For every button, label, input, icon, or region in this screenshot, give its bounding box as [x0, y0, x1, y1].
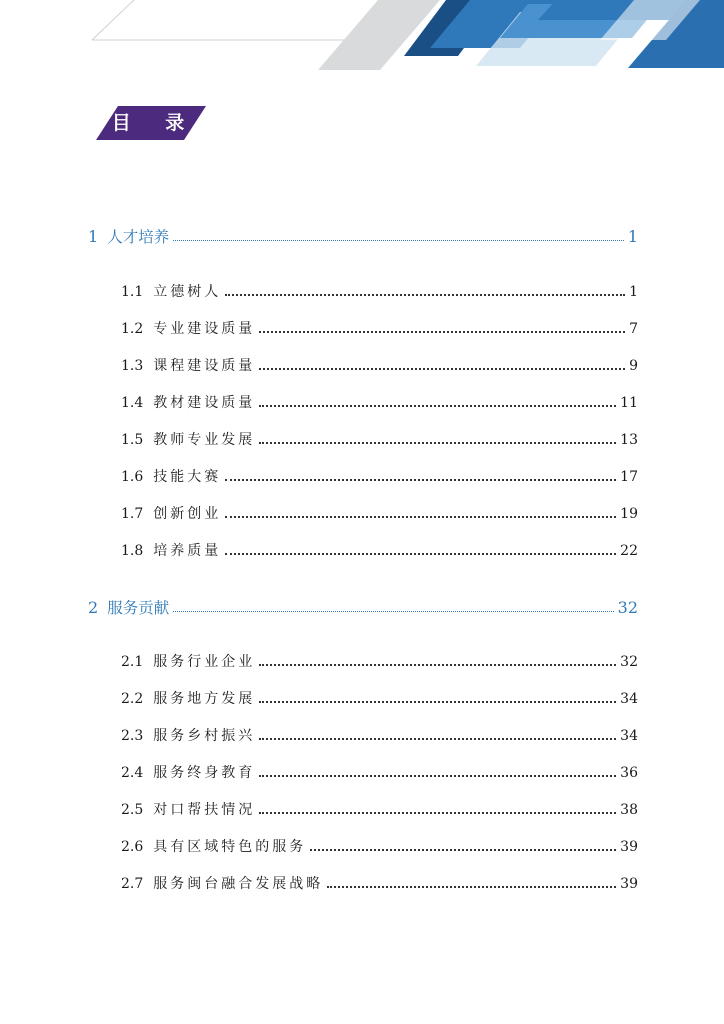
section-title: 课程建设质量: [153, 358, 256, 374]
toc-section-row[interactable]: [121, 799, 638, 819]
dot-leader: [259, 700, 616, 703]
section-number: 2.7: [121, 876, 144, 892]
section-page: 34: [620, 728, 638, 744]
toc-section-row[interactable]: [121, 762, 638, 782]
section-number: 1.2: [121, 321, 144, 337]
section-page: 36: [620, 765, 638, 781]
dot-leader: [259, 404, 616, 407]
section-title: 服务乡村振兴: [153, 728, 256, 744]
section-page: 13: [620, 432, 638, 448]
section-page: 34: [620, 691, 638, 707]
section-title: 技能大赛: [153, 469, 222, 485]
section-title: 教师专业发展: [153, 432, 256, 448]
dot-leader: [259, 737, 616, 740]
dot-leader: [327, 885, 616, 888]
section-number: 2.3: [121, 728, 144, 744]
toc-section-row[interactable]: [121, 725, 638, 745]
dot-leader: [259, 330, 625, 333]
dot-leader: [173, 239, 624, 241]
section-title: 服务地方发展: [153, 691, 256, 707]
toc-section-row[interactable]: [121, 392, 638, 412]
dot-leader: [225, 478, 616, 481]
dot-leader: [225, 293, 625, 296]
dot-leader: [310, 848, 616, 851]
toc-title: 目 录: [111, 112, 199, 134]
toc-section-row[interactable]: [121, 873, 638, 893]
section-title: 专业建设质量: [153, 321, 256, 337]
section-title: 立德树人: [153, 284, 222, 300]
section-page: 39: [620, 876, 638, 892]
toc-section-row[interactable]: [121, 466, 638, 486]
toc-chapter-row[interactable]: [88, 225, 638, 247]
section-title: 具有区域特色的服务: [153, 839, 307, 855]
section-page: 22: [620, 543, 638, 559]
toc-section-row[interactable]: [121, 540, 638, 560]
section-number: 2.1: [121, 654, 144, 670]
dot-leader: [225, 515, 616, 518]
section-title: 创新创业: [153, 506, 222, 522]
toc-section-row[interactable]: [121, 651, 638, 671]
section-page: 9: [629, 358, 638, 374]
toc-section-row[interactable]: [121, 836, 638, 856]
toc-title-badge: [96, 106, 206, 140]
section-title: 服务终身教育: [153, 765, 256, 781]
section-number: 2.2: [121, 691, 144, 707]
chapter-title: 服务贡献: [107, 599, 170, 617]
chapter-title: 人才培养: [107, 228, 170, 246]
section-number: 1.1: [121, 284, 144, 300]
header-banner: [0, 0, 724, 72]
section-number: 1.3: [121, 358, 144, 374]
dot-leader: [259, 811, 616, 814]
section-page: 1: [629, 284, 638, 300]
toc-section-row[interactable]: [121, 503, 638, 523]
section-title: 服务行业企业: [153, 654, 256, 670]
section-title: 培养质量: [153, 543, 222, 559]
chapter-page: 32: [617, 598, 638, 617]
toc-section-row[interactable]: [121, 688, 638, 708]
section-title: 教材建设质量: [153, 395, 256, 411]
section-number: 1.8: [121, 543, 144, 559]
section-page: 32: [620, 654, 638, 670]
section-page: 38: [620, 802, 638, 818]
section-number: 2.4: [121, 765, 144, 781]
toc-section-row[interactable]: [121, 429, 638, 449]
section-page: 11: [620, 395, 638, 411]
chapter-number: 2: [88, 598, 99, 617]
section-number: 1.7: [121, 506, 144, 522]
dot-leader: [225, 552, 616, 555]
section-title: 服务闽台融合发展战略: [153, 876, 324, 892]
section-number: 1.5: [121, 432, 144, 448]
section-number: 1.6: [121, 469, 144, 485]
dot-leader: [259, 774, 616, 777]
section-number: 2.6: [121, 839, 144, 855]
chapter-page: 1: [627, 227, 638, 246]
section-page: 19: [620, 506, 638, 522]
section-page: 39: [620, 839, 638, 855]
toc-section-row[interactable]: [121, 355, 638, 375]
section-page: 7: [629, 321, 638, 337]
chapter-number: 1: [88, 227, 99, 246]
dot-leader: [259, 367, 625, 370]
section-number: 1.4: [121, 395, 144, 411]
toc-chapter-row[interactable]: [88, 596, 638, 618]
section-page: 17: [620, 469, 638, 485]
section-number: 2.5: [121, 802, 144, 818]
dot-leader: [259, 441, 616, 444]
dot-leader: [259, 663, 616, 666]
section-title: 对口帮扶情况: [153, 802, 256, 818]
dot-leader: [173, 610, 613, 612]
toc-section-row[interactable]: [121, 318, 638, 338]
toc-section-row[interactable]: [121, 281, 638, 301]
